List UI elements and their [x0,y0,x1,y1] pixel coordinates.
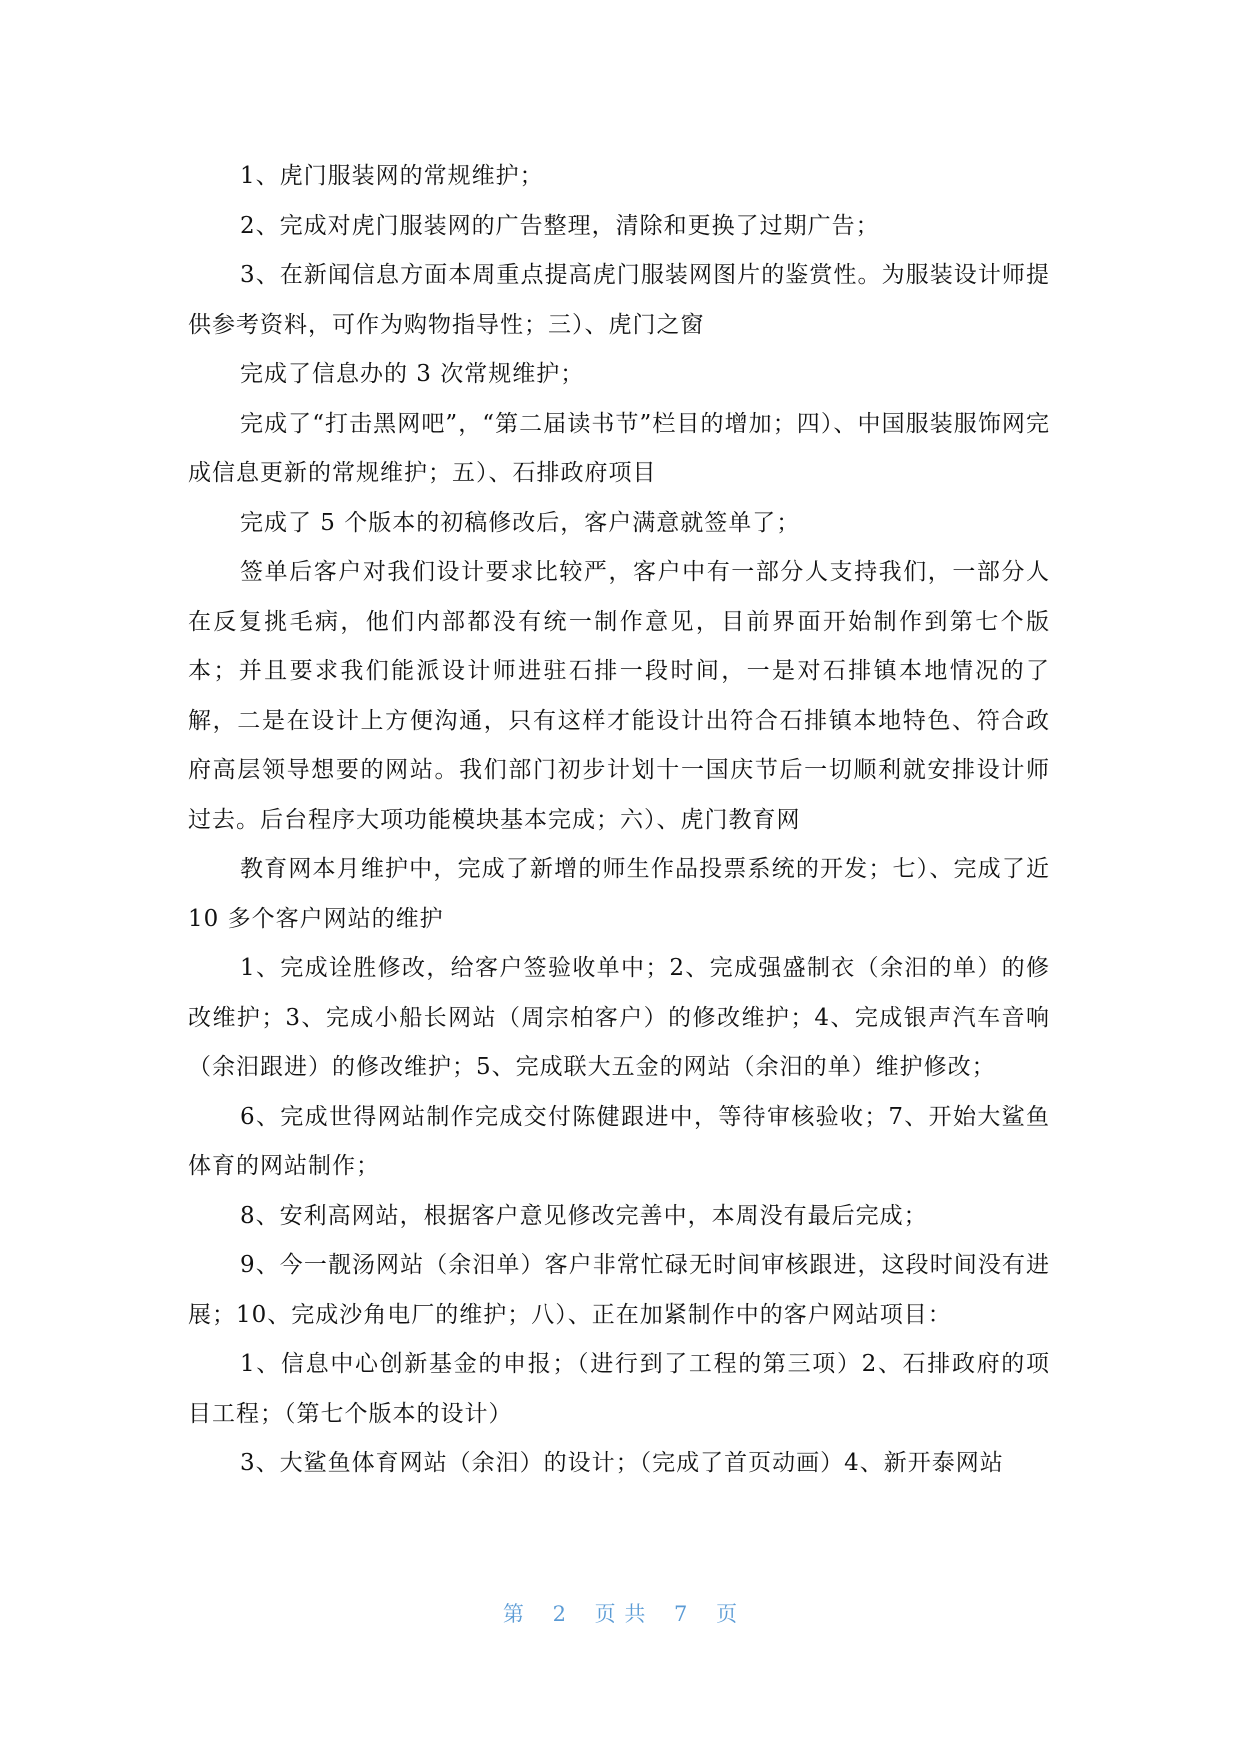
paragraph: 1、完成诠胜修改，给客户签验收单中；2、完成强盛制衣（余汨的单）的修改维护；3、完成小船长网站（周宗柏客户）的修改维护；4、完成银声汽车音响（余汨跟进）的修改维护；5、完成联大五金的网站（余汨的单）维护修改； [188,955,1050,1080]
paragraph: 2、完成对虎门服装网的广告整理，清除和更换了过期广告； [240,212,880,239]
current-page-number: 2 [552,1602,567,1626]
paragraph: 8、安利高网站，根据客户意见修改完善中，本周没有最后完成； [240,1202,928,1229]
paragraph: 完成了信息办的 3 次常规维护； [240,361,585,387]
total-page-count: 7 [674,1602,689,1626]
document-body [188,152,1050,1489]
page-number-footer [0,1598,1241,1628]
page-prefix: 第 [502,1602,525,1626]
paragraph: 9、今一靓汤网站（余汨单）客户非常忙碌无时间审核跟进，这段时间没有进展；10、完成沙角电厂的维护；八）、正在加紧制作中的客户网站项目： [188,1252,1050,1328]
paragraph: 签单后客户对我们设计要求比较严，客户中有一部分人支持我们，一部分人在反复挑毛病，他们内部都没有统一制作意见，目前界面开始制作到第七个版本；并且要求我们能派设计师进驻石排一段时间，一是对石排镇本地情况的了解，二是在设计上方便沟通，只有这样才能设计出符合石排镇本地特色、符合政府高层领导想要的网站。我们部门初步计划十一国庆节后一切顺利就安排设计师过去。后台程序大项功能模块基本完成；六）、虎门教育网 [188,559,1050,833]
page-suffix: 页 [716,1602,739,1626]
paragraph: 1、信息中心创新基金的申报；（进行到了工程的第三项）2、石排政府的项目工程；（第七个版本的设计） [188,1351,1050,1427]
paragraph: 完成了 5 个版本的初稿修改后，客户满意就签单了； [240,509,801,536]
paragraph: 6、完成世得网站制作完成交付陈健跟进中，等待审核验收；7、开始大鲨鱼体育的网站制作； [188,1103,1050,1179]
paragraph: 完成了“打击黑网吧”，“第二届读书节”栏目的增加；四）、中国服装服饰网完成信息更新的常规维护；五）、石排政府项目 [188,410,1050,486]
paragraph: 3、在新闻信息方面本周重点提高虎门服装网图片的鉴赏性。为服装设计师提供参考资料，可作为购物指导性；三）、虎门之窗 [188,262,1050,338]
paragraph: 教育网本月维护中，完成了新增的师生作品投票系统的开发；七）、完成了近 10 多个客户网站的维护 [188,856,1050,932]
page-middle-text: 页 共 [594,1602,647,1626]
paragraph: 3、大鲨鱼体育网站（余汨）的设计；（完成了首页动画）4、新开泰网站 [240,1450,1004,1476]
paragraph: 1、虎门服装网的常规维护； [240,163,544,189]
